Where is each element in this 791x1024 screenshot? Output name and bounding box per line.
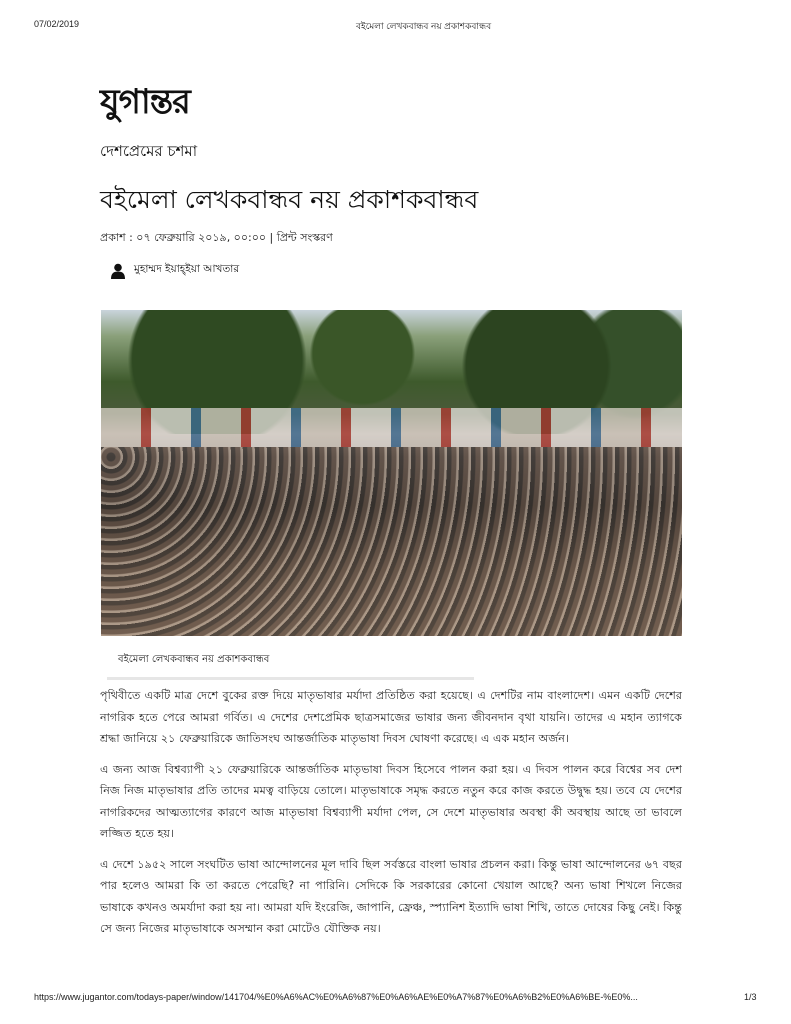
column-name: দেশপ্রেমের চশমা [100,142,198,160]
author-name: মুহাম্মদ ইয়াহ্ইয়া আখতার [134,263,240,275]
print-date: 07/02/2019 [34,19,80,29]
page-number: 1/3 [744,992,757,1002]
print-header-title: বইমেলা লেখকবান্ধব নয় প্রকাশকবান্ধব [356,21,492,31]
publish-meta: প্রকাশ : ০৭ ফেব্রুয়ারি ২০১৯, ০০:০০ | প্রিন্ট সংস্করণ [100,231,333,244]
article-photo-book-fair-crowd [101,310,682,636]
caption-divider [107,677,474,680]
user-icon [110,263,126,279]
author-byline [110,262,239,279]
jugantor-logo[interactable]: যুগান্তর [100,82,190,122]
print-url: https://www.jugantor.com/todays-paper/window/141704/%E0%A6%AC%E0%A6%87%E0%A6%AE%E0%A7%87%E0%A6%B2%E0%A6%BE-%E0%... [34,992,638,1002]
paragraph: পৃথিবীতে একটি মাত্র দেশে বুকের রক্ত দিয়ে মাতৃভাষার মর্যাদা প্রতিষ্ঠিত করা হয়েছে। এ দেশটির নাম বাংলাদেশ। এমন একটি দেশের নাগরিক হতে পেরে আমরা গর্বিত। এ দেশের দেশপ্রেমিক ছাত্রসমাজের ভাষার জন্য জীবনদান বৃথা যায়নি। তাদের এ মহান ত্যাগকে শ্রদ্ধা জানিয়ে ২১ ফেব্রুয়ারিকে জাতিসংঘ আন্তর্জাতিক মাতৃভাষা দিবস ঘোষণা করেছে। এ এক মহান অর্জন। [100,689,682,745]
paragraph: এ দেশে ১৯৫২ সালে সংঘটিত ভাষা আন্দোলনের মূল দাবি ছিল সর্বস্তরে বাংলা ভাষার প্রচলন করা। কিন্তু ভাষা আন্দোলনের ৬৭ বছর পার হলেও আমরা কি তা করতে পেরেছি? না পারিনি। সেদিকে কি সরকারের কোনো খেয়াল আছে? অন্য ভাষা শিখলে নিজের ভাষাকে কখনও অমর্যাদা করা হয় না। আমরা যদি ইংরেজি, জাপানি, ফ্রেঞ্চ, স্প্যানিশ ইত্যাদি ভাষা শিখি, তাতে দোষের কিছু নেই। কিন্তু সে জন্য নিজের মাতৃভাষাকে অসম্মান করা মোটেও যৌক্তিক নয়। [100,857,682,935]
article-title: বইমেলা লেখকবান্ধব নয় প্রকাশকবান্ধব [100,185,479,214]
image-caption: বইমেলা লেখকবান্ধব নয় প্রকাশকবান্ধব [118,654,270,665]
article-body [100,685,682,949]
paragraph: এ জন্য আজ বিশ্বব্যাপী ২১ ফেব্রুয়ারিকে আন্তর্জাতিক মাতৃভাষা দিবস হিসেবে পালন করা হয়। এ দিবস পালন করে বিশ্বের সব দেশ নিজ নিজ মাতৃভাষার প্রতি তাদের মমত্ব বাড়িয়ে তোলে। মাতৃভাষাকে সমৃদ্ধ করতে নতুন করে কাজ করতে উদ্বুদ্ধ হয়। তবে যে দেশের নাগরিকদের আত্মত্যাগের কারণে আজ মাতৃভাষা বিশ্বব্যাপী মর্যাদা পেল, সে দেশে মাতৃভাষার অবস্থা কী অবস্থায় আছে তা ভাবলে লজ্জিত হতে হয়। [100,762,682,840]
